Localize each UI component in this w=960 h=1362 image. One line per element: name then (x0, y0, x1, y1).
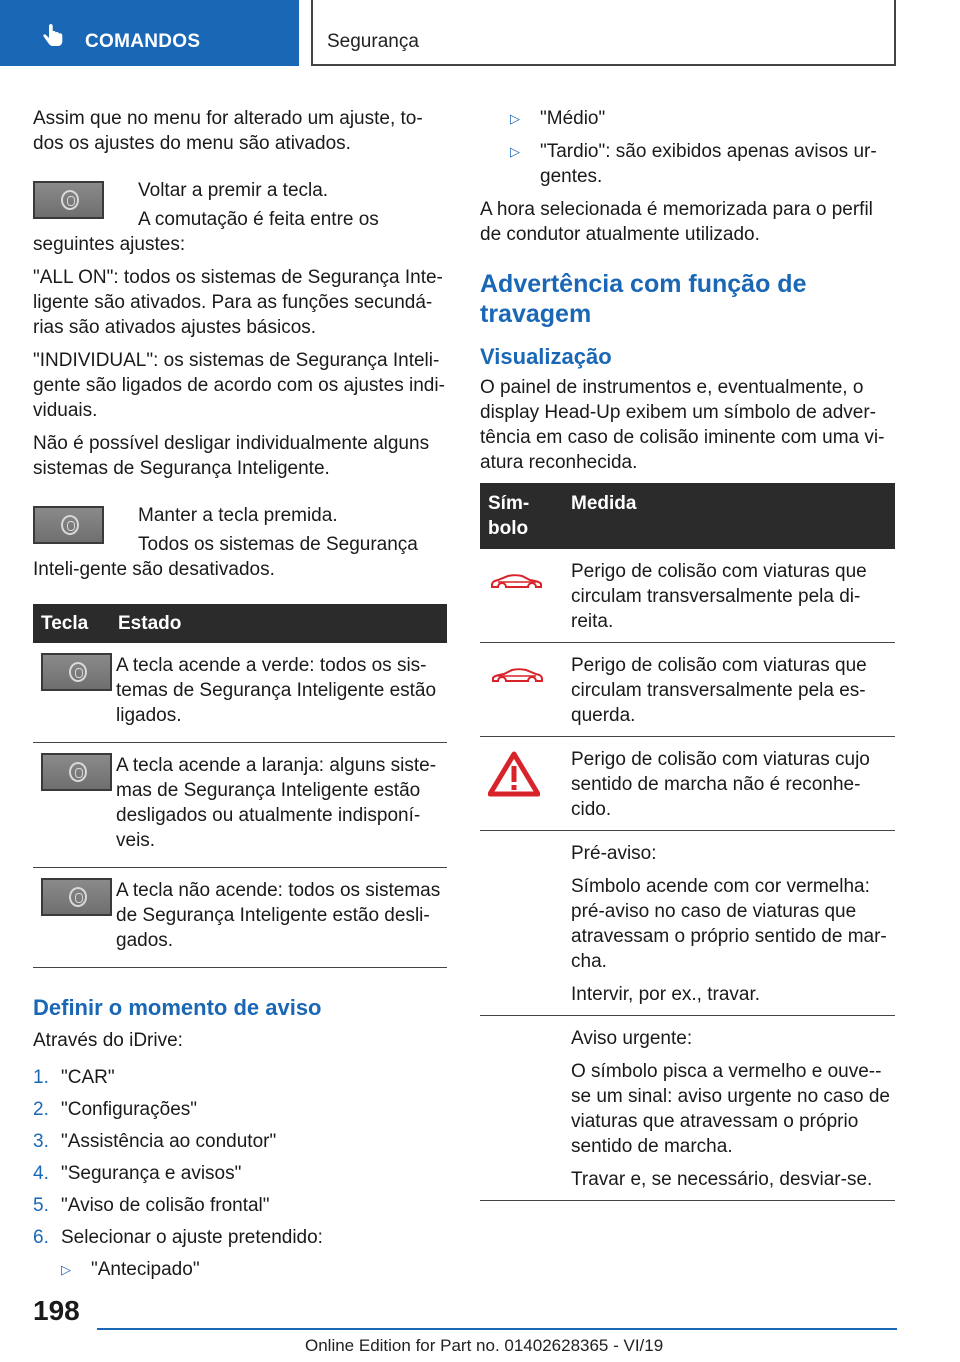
list-item[interactable]: 1. "CAR" (33, 1067, 115, 1088)
table-header-state: Estado (112, 604, 447, 643)
page-number: 198 (33, 1295, 80, 1326)
list-item[interactable]: 2. "Configurações" (33, 1099, 198, 1120)
list-item[interactable]: 3. "Assistência ao condutor" (33, 1131, 277, 1152)
right-column (480, 106, 895, 1201)
measure-cell: Aviso urgente: O símbolo pisca a vermelho e ouve--se um sinal: aviso urgente no caso de viaturas que atravessam o próprio sentido de marcha. Travar e, se necessário, desviar-se. (564, 1016, 895, 1201)
option-list (61, 1257, 447, 1282)
key-orange-icon (41, 753, 112, 791)
table-header-symbol: Sím-bolo (480, 483, 564, 549)
table-header-measure: Medida (564, 483, 895, 549)
edition-text: Online Edition for Part no. 01402628365 - VI/19 (305, 1336, 664, 1355)
list-item[interactable]: 6. Selecionar o ajuste pretendido: (33, 1227, 323, 1248)
state-text: A tecla acende a verde: todos os sis-temas de Segurança Inteligente estão ligados. (112, 643, 447, 743)
triangle-bullet-icon: ▷ (510, 144, 520, 159)
symbol-table (480, 483, 895, 1201)
steps-list (33, 1065, 447, 1257)
option-item[interactable]: ▷ "Médio" (510, 108, 606, 129)
table-header-key: Tecla (33, 604, 112, 643)
toggle-text: A comutação é feita entre os seguintes ajustes: (33, 209, 379, 255)
section-heading: Advertência com função de travagem (480, 270, 807, 328)
car-right-icon (488, 571, 546, 593)
individual-text: "INDIVIDUAL": os sistemas de Segurança Inteli-gente são ligados de acordo com os ajustes indi-viduais. (33, 350, 445, 421)
left-column (33, 106, 447, 1282)
hold-block (33, 503, 447, 528)
option-item[interactable]: ▷ "Tardio": são exibidos apenas avisos ur-gentes. (510, 141, 877, 187)
hold-text: Manter a tecla premida. (138, 505, 338, 526)
table-row (33, 643, 447, 743)
not-possible-text: Não é possível desligar individualmente alguns sistemas de Segurança Inteligente. (33, 433, 430, 479)
table-row (480, 831, 895, 1016)
table-row (33, 868, 447, 968)
table-row (480, 643, 895, 737)
table-row (33, 743, 447, 868)
measure-cell: Perigo de colisão com viaturas que circulam transversalmente pela es-querda. (564, 643, 895, 737)
table-row (480, 549, 895, 643)
option-list (510, 106, 895, 189)
car-left-icon (488, 665, 546, 687)
section-label: Segurança (327, 31, 419, 52)
press-again-text: Voltar a premir a tecla. (138, 180, 329, 201)
list-item[interactable]: 5. "Aviso de colisão frontal" (33, 1195, 270, 1216)
section-header (311, 0, 896, 66)
key-green-icon (41, 653, 112, 691)
display-text: O painel de instrumentos e, eventualmente, o display Head-Up exibem um símbolo de adver-tência em caso de colisão iminente com uma vi-atura reconhecida. (480, 377, 885, 473)
memorized-text: A hora selecionada é memorizada para o perfil de condutor atualmente utilizado. (480, 199, 873, 245)
via-idrive-text: Através do iDrive: (33, 1030, 183, 1051)
deactivate-text: Todos os sistemas de Segurança Inteli-gente são desativados. (33, 534, 418, 580)
measure-cell: Pré-aviso: Símbolo acende com cor vermelha: pré-aviso no caso de viaturas que atravessam o próprio sentido de mar-cha. Intervir, por ex., travar. (564, 831, 895, 1016)
state-text: A tecla acende a laranja: alguns siste-mas de Segurança Inteligente estão desligados ou atualmente indisponí-veis. (112, 743, 447, 868)
all-on-text: "ALL ON": todos os sistemas de Segurança Inte-ligente são ativados. Para as funções secundá-rias são ativados ajustes básicos. (33, 267, 443, 338)
intelligent-safety-key-icon (33, 181, 104, 219)
subsection-heading: Visualização (480, 344, 612, 369)
footer-divider (97, 1328, 897, 1330)
triangle-bullet-icon: ▷ (510, 111, 520, 126)
key-state-table (33, 604, 447, 968)
table-row (480, 1016, 895, 1201)
chapter-tab[interactable] (0, 0, 299, 66)
warning-time-heading: Definir o momento de aviso (33, 995, 322, 1020)
option-item[interactable]: ▷ "Antecipado" (61, 1259, 200, 1280)
hand-pointer-icon (40, 24, 66, 50)
press-again-block (33, 178, 447, 203)
measure-cell: Perigo de colisão com viaturas que circulam transversalmente pela di-reita. (564, 549, 895, 643)
table-row (480, 737, 895, 831)
key-off-icon (41, 878, 112, 916)
state-text: A tecla não acende: todos os sistemas de Segurança Inteligente estão desli-gados. (112, 868, 447, 968)
triangle-bullet-icon: ▷ (61, 1262, 71, 1277)
measure-cell: Perigo de colisão com viaturas cujo sentido de marcha não é reconhe-cido. (564, 737, 895, 831)
warning-triangle-icon (488, 751, 540, 797)
list-item[interactable]: 4. "Segurança e avisos" (33, 1163, 242, 1184)
chapter-label: COMANDOS (85, 31, 201, 52)
intelligent-safety-key-icon (33, 506, 104, 544)
intro-text: Assim que no menu for alterado um ajuste, to-dos os ajustes do menu são ativados. (33, 108, 423, 154)
